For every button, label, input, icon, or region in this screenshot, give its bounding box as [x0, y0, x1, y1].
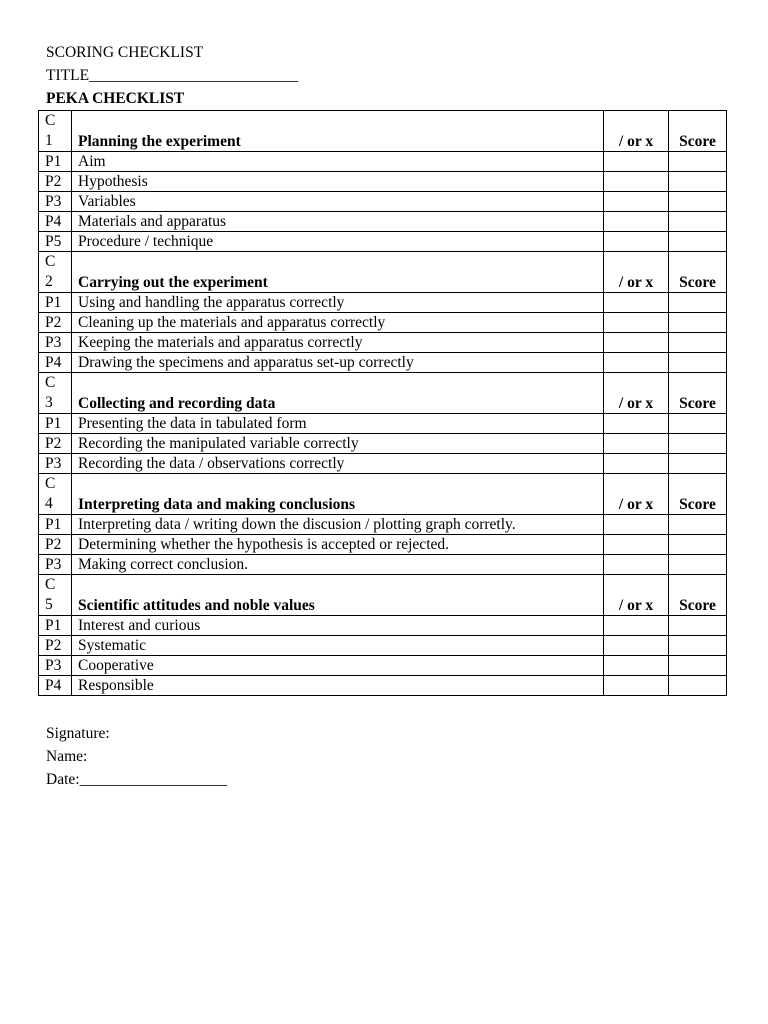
document-title: SCORING CHECKLIST	[46, 44, 204, 61]
mark-column-header: / or x	[604, 373, 669, 414]
mark-cell[interactable]	[604, 676, 669, 696]
mark-cell[interactable]	[604, 555, 669, 575]
score-cell[interactable]	[669, 293, 727, 313]
item-description: Hypothesis	[72, 172, 604, 192]
item-code: P2	[39, 172, 72, 192]
mark-column-header: / or x	[604, 252, 669, 293]
criterion-title: Scientific attitudes and noble values	[72, 575, 604, 616]
score-column-header: Score	[669, 252, 727, 293]
score-column-header: Score	[669, 575, 727, 616]
checklist-item-row	[39, 333, 727, 353]
item-description: Determining whether the hypothesis is accepted or rejected.	[72, 535, 604, 555]
checklist-item-row	[39, 535, 727, 555]
item-description: Presenting the data in tabulated form	[72, 414, 604, 434]
item-description: Keeping the materials and apparatus correctly	[72, 333, 604, 353]
checklist-item-row	[39, 293, 727, 313]
item-code: P4	[39, 676, 72, 696]
item-code: P1	[39, 152, 72, 172]
score-cell[interactable]	[669, 636, 727, 656]
mark-cell[interactable]	[604, 414, 669, 434]
criterion-code	[39, 575, 72, 616]
criterion-header-row	[39, 474, 727, 515]
signature-field[interactable]: Signature:	[46, 725, 110, 742]
item-code: P3	[39, 192, 72, 212]
item-code: P3	[39, 333, 72, 353]
criterion-code-number: 3	[45, 394, 53, 411]
criterion-code	[39, 373, 72, 414]
item-description: Cooperative	[72, 656, 604, 676]
title-field[interactable]: TITLE___________________________	[46, 67, 299, 84]
item-code: P4	[39, 212, 72, 232]
checklist-item-row	[39, 353, 727, 373]
checklist-item-row	[39, 313, 727, 333]
item-code: P2	[39, 636, 72, 656]
criterion-header-row	[39, 373, 727, 414]
score-column-header: Score	[669, 474, 727, 515]
checklist-item-row	[39, 555, 727, 575]
criterion-code-number: 2	[45, 273, 53, 290]
item-code: P1	[39, 293, 72, 313]
item-description: Interest and curious	[72, 616, 604, 636]
score-cell[interactable]	[669, 676, 727, 696]
mark-column-header: / or x	[604, 111, 669, 152]
score-cell[interactable]	[669, 212, 727, 232]
item-code: P5	[39, 232, 72, 252]
item-code: P3	[39, 454, 72, 474]
mark-cell[interactable]	[604, 656, 669, 676]
score-cell[interactable]	[669, 535, 727, 555]
item-description: Materials and apparatus	[72, 212, 604, 232]
score-column-header: Score	[669, 373, 727, 414]
criterion-title: Carrying out the experiment	[72, 252, 604, 293]
criterion-title: Interpreting data and making conclusions	[72, 474, 604, 515]
score-cell[interactable]	[669, 515, 727, 535]
criterion-code-number: 5	[45, 596, 53, 613]
checklist-item-row	[39, 656, 727, 676]
mark-cell[interactable]	[604, 152, 669, 172]
criterion-code-letter: C	[45, 475, 56, 492]
checklist-heading: PEKA CHECKLIST	[46, 90, 185, 107]
checklist-item-row	[39, 434, 727, 454]
mark-column-header: / or x	[604, 474, 669, 515]
item-code: P2	[39, 434, 72, 454]
item-description: Aim	[72, 152, 604, 172]
criterion-code	[39, 252, 72, 293]
scoring-checklist-table	[38, 110, 727, 696]
mark-cell[interactable]	[604, 454, 669, 474]
item-code: P4	[39, 353, 72, 373]
mark-column-header: / or x	[604, 575, 669, 616]
checklist-item-row	[39, 192, 727, 212]
checklist-item-row	[39, 414, 727, 434]
checklist-item-row	[39, 152, 727, 172]
criterion-header-row	[39, 252, 727, 293]
score-cell[interactable]	[669, 152, 727, 172]
item-description: Using and handling the apparatus correctly	[72, 293, 604, 313]
mark-cell[interactable]	[604, 515, 669, 535]
score-cell[interactable]	[669, 192, 727, 212]
score-cell[interactable]	[669, 555, 727, 575]
checklist-item-row	[39, 172, 727, 192]
mark-cell[interactable]	[604, 636, 669, 656]
score-cell[interactable]	[669, 333, 727, 353]
mark-cell[interactable]	[604, 212, 669, 232]
item-description: Procedure / technique	[72, 232, 604, 252]
criterion-code-letter: C	[45, 576, 56, 593]
checklist-item-row	[39, 212, 727, 232]
score-cell[interactable]	[669, 172, 727, 192]
criterion-header-row	[39, 111, 727, 152]
criterion-code	[39, 474, 72, 515]
checklist-item-row	[39, 232, 727, 252]
item-description: Recording the manipulated variable correctly	[72, 434, 604, 454]
mark-cell[interactable]	[604, 313, 669, 333]
mark-cell[interactable]	[604, 535, 669, 555]
item-code: P3	[39, 656, 72, 676]
mark-cell[interactable]	[604, 172, 669, 192]
mark-cell[interactable]	[604, 353, 669, 373]
criterion-code-number: 1	[45, 132, 53, 149]
mark-cell[interactable]	[604, 616, 669, 636]
score-cell[interactable]	[669, 414, 727, 434]
checklist-item-row	[39, 616, 727, 636]
score-cell[interactable]	[669, 353, 727, 373]
criterion-title: Collecting and recording data	[72, 373, 604, 414]
item-description: Systematic	[72, 636, 604, 656]
criterion-code-number: 4	[45, 495, 53, 512]
item-code: P2	[39, 313, 72, 333]
score-cell[interactable]	[669, 313, 727, 333]
criterion-code-letter: C	[45, 112, 56, 129]
item-code: P2	[39, 535, 72, 555]
criterion-header-row	[39, 575, 727, 616]
criterion-code	[39, 111, 72, 152]
score-column-header: Score	[669, 111, 727, 152]
item-code: P1	[39, 515, 72, 535]
score-cell[interactable]	[669, 454, 727, 474]
item-description: Interpreting data / writing down the discusion / plotting graph corretly.	[72, 515, 604, 535]
score-cell[interactable]	[669, 434, 727, 454]
score-cell[interactable]	[669, 656, 727, 676]
item-description: Cleaning up the materials and apparatus correctly	[72, 313, 604, 333]
name-field[interactable]: Name:	[46, 748, 88, 765]
mark-cell[interactable]	[604, 293, 669, 313]
checklist-item-row	[39, 636, 727, 656]
mark-cell[interactable]	[604, 333, 669, 353]
item-description: Variables	[72, 192, 604, 212]
item-description: Responsible	[72, 676, 604, 696]
checklist-item-row	[39, 515, 727, 535]
item-description: Making correct conclusion.	[72, 555, 604, 575]
item-description: Drawing the specimens and apparatus set-up correctly	[72, 353, 604, 373]
item-description: Recording the data / observations correctly	[72, 454, 604, 474]
item-code: P1	[39, 616, 72, 636]
criterion-code-letter: C	[45, 374, 56, 391]
criterion-title: Planning the experiment	[72, 111, 604, 152]
criterion-code-letter: C	[45, 253, 56, 270]
date-field[interactable]: Date:___________________	[46, 771, 227, 788]
item-code: P3	[39, 555, 72, 575]
mark-cell[interactable]	[604, 232, 669, 252]
item-code: P1	[39, 414, 72, 434]
score-cell[interactable]	[669, 616, 727, 636]
checklist-item-row	[39, 454, 727, 474]
mark-cell[interactable]	[604, 434, 669, 454]
score-cell[interactable]	[669, 232, 727, 252]
mark-cell[interactable]	[604, 192, 669, 212]
checklist-item-row	[39, 676, 727, 696]
